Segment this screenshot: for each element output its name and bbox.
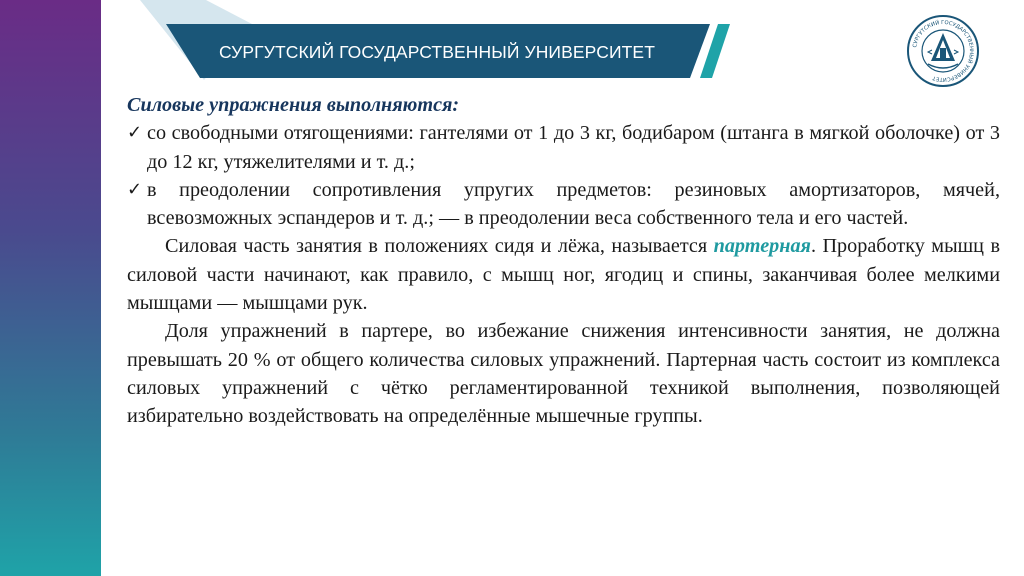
paragraph-share: Доля упражнений в партере, во избежание снижения интенсивности занятия, не должна превышать 20 % от общего количества силовых упражнений. Партерная часть состоит из комплекса силовых упражнений с чётко регламентированной техникой выполнения, позволяющей избирательно воздействовать на определённые мышечные группы. (127, 320, 1000, 428)
paragraph-text: . Проработку мышц в силовой части начинают, как правило, с мышц ног, ягодиц и спины, заканчивая более мелкими мышцами — мышцами рук. (127, 235, 1000, 315)
university-logo (906, 14, 980, 88)
bullet-text: в преодолении сопротивления упругих предметов: резиновых амортизаторов, мячей, всевозможных эспандеров и т. д.; — в преодолении веса собственного тела и его частей. (147, 178, 1000, 230)
check-icon: ✓ (127, 122, 143, 144)
logo-ring-text: СУРГУТСКИЙ ГОСУДАРСТВЕННЫЙ УНИВЕРСИТЕТ (912, 19, 975, 83)
paragraph-text: Силовая часть занятия в положениях сидя и лёжа, называется (165, 235, 714, 258)
left-gradient-bar (0, 0, 101, 576)
university-name: СУРГУТСКИЙ ГОСУДАРСТВЕННЫЙ УНИВЕРСИТЕТ (219, 42, 655, 62)
bullet-text: со свободными отягощениями: гантелями от 1 до 3 кг, бодибаром (штанга в мягкой оболочке) от 3 до 12 кг, утяжелителями и т. д.; (147, 122, 1000, 173)
bullet-item (127, 119, 1000, 176)
paragraph-partner (127, 232, 1000, 317)
bullet-item (127, 176, 1000, 233)
check-icon: ✓ (127, 178, 143, 200)
content-heading: Силовые упражнения выполняются: (127, 94, 460, 116)
header-banner (140, 0, 740, 80)
banner-shape (140, 0, 740, 80)
highlight-term: партерная (713, 235, 811, 258)
logo-seal-icon (906, 14, 980, 88)
slide-content (127, 91, 1000, 431)
